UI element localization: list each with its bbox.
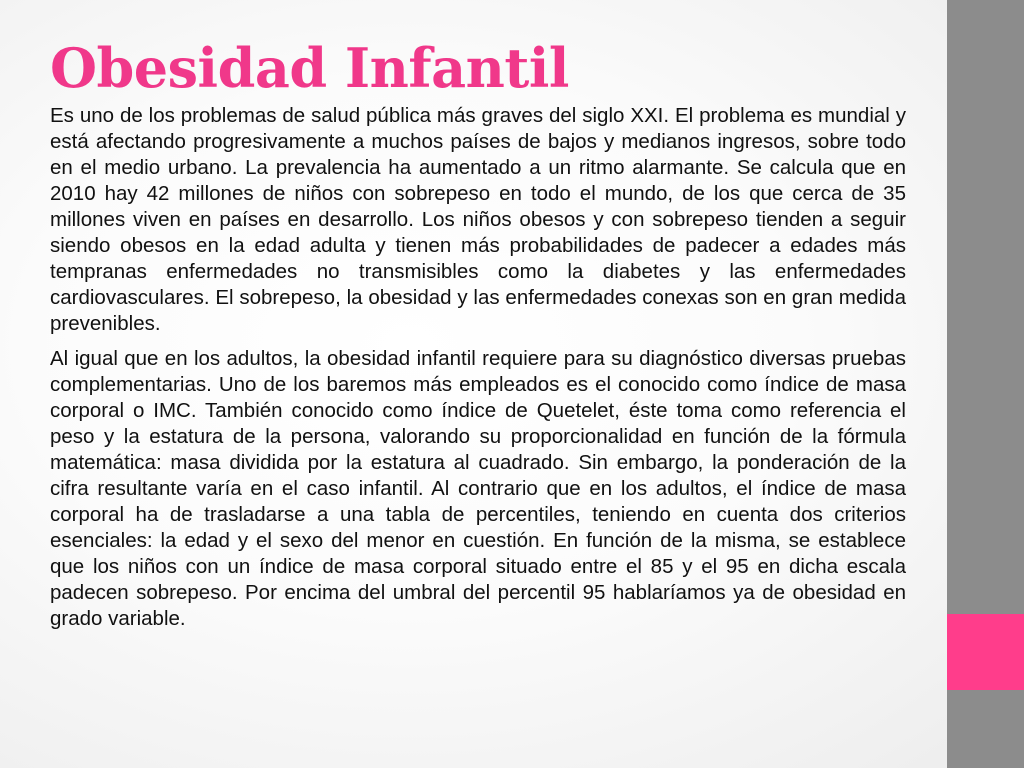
- slide-body: [50, 103, 906, 641]
- side-accent-block: [947, 614, 1024, 690]
- slide-title: Obesidad Infantil: [50, 36, 569, 100]
- body-paragraph-2: Al igual que en los adultos, la obesidad infantil requiere para su diagnóstico diversas pruebas complementarias. Uno de los baremos más empleados es el conocido como índice de masa corporal o IMC. También conocido como índice de Quetelet, éste toma como referencia el peso y la estatura de la persona, valorando su proporcionalidad en función de la fórmula matemática: masa dividida por la estatura al cuadrado. Sin embargo, la ponderación de la cifra resultante varía en el caso infantil. Al contrario que en los adultos, el índice de masa corporal ha de trasladarse a una tabla de percentiles, teniendo en cuenta dos criterios esenciales: la edad y el sexo del menor en cuestión. En función de la misma, se establece que los niños con un índice de masa corporal situado entre el 85 y el 95 en dicha escala padecen sobrepeso. Por encima del umbral del percentil 95 hablaríamos ya de obesidad en grado variable.: [50, 347, 906, 630]
- body-paragraph-1: Es uno de los problemas de salud pública más graves del siglo XXI. El problema es mundial y está afectando progresivamente a muchos países de bajos y medianos ingresos, sobre todo en el medio urbano. La prevalencia ha aumentado a un ritmo alarmante. Se calcula que en 2010 hay 42 millones de niños con sobrepeso en todo el mundo, de los que cerca de 35 millones viven en países en desarrollo. Los niños obesos y con sobrepeso tienden a seguir siendo obesos en la edad adulta y tienen más probabilidades de padecer a edades más tempranas enfermedades no transmisibles como la diabetes y las enfermedades cardiovasculares. El sobrepeso, la obesidad y las enfermedades conexas son en gran medida prevenibles.: [50, 104, 906, 335]
